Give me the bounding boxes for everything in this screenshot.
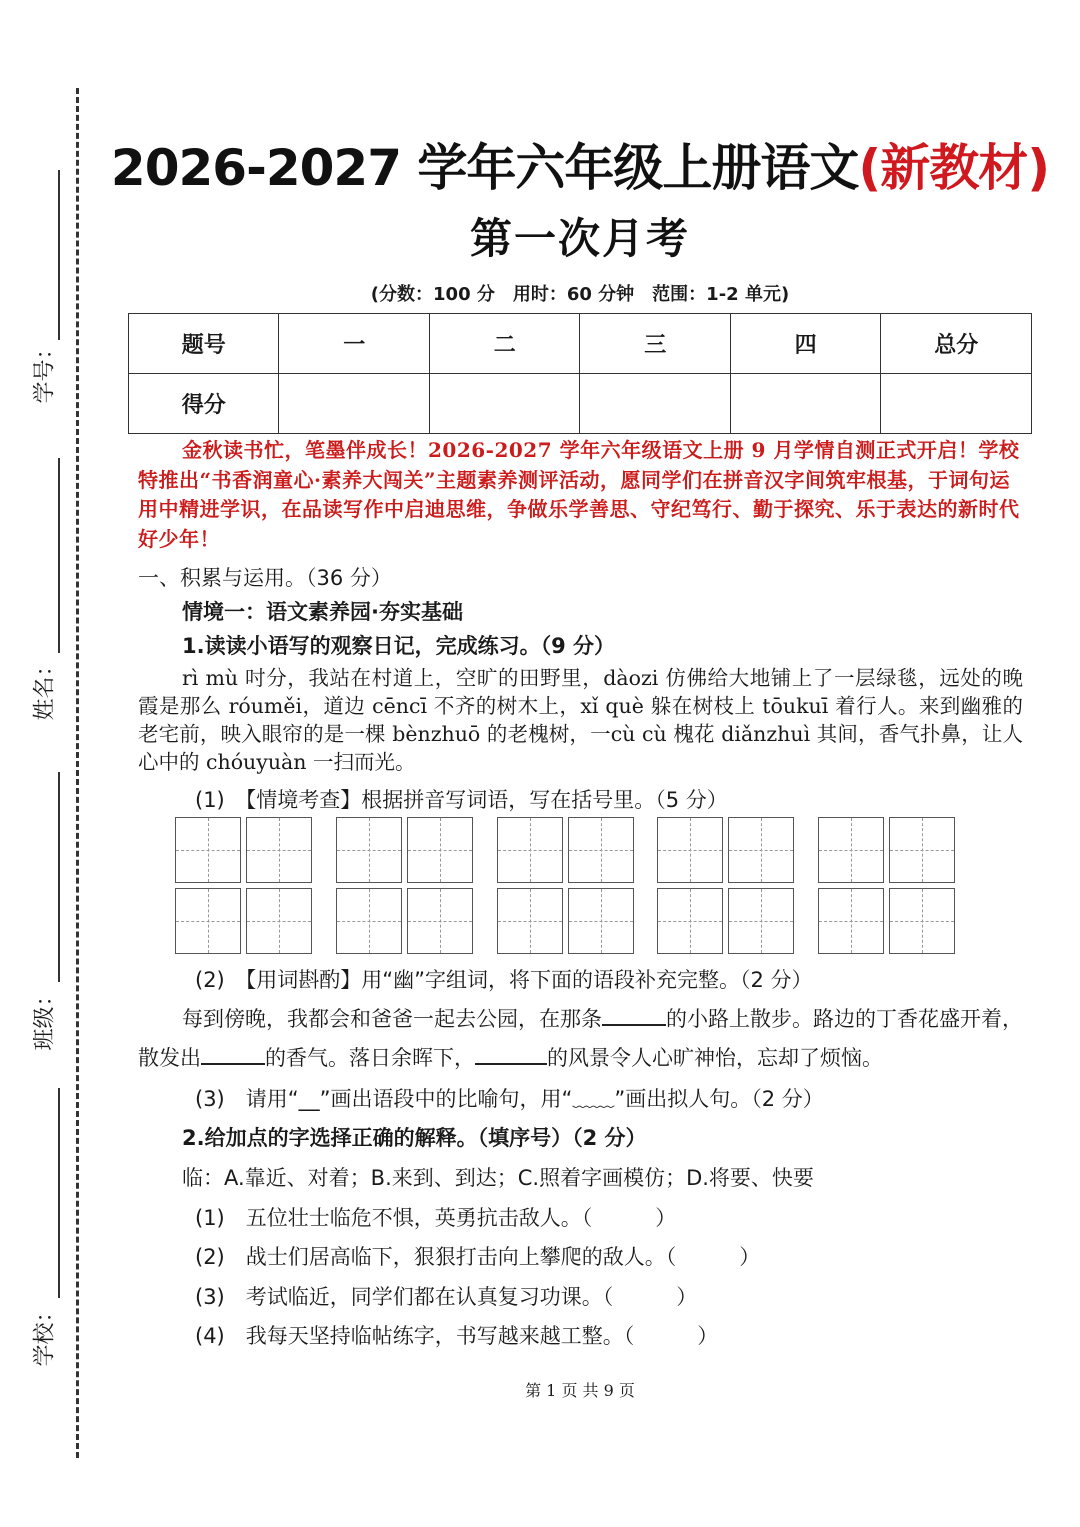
fill-text-d: 的风景令人心旷神怡，忘却了烦恼。 <box>547 1046 883 1070</box>
char-cell[interactable] <box>657 817 723 883</box>
school-line[interactable] <box>58 1088 60 1298</box>
char-cell[interactable] <box>889 888 955 954</box>
question-2-item: (3) 考试临近，同学们都在认真复习功课。（ ） <box>195 1285 698 1309</box>
score-input-cell[interactable] <box>580 374 730 434</box>
char-cell[interactable] <box>246 817 312 883</box>
score-table-score-row <box>129 374 1032 434</box>
char-cell[interactable] <box>407 817 473 883</box>
char-cell[interactable] <box>568 888 634 954</box>
char-cell[interactable] <box>889 817 955 883</box>
question-1-sub3: (3) 请用“__”画出语段中的比喻句，用“﹏﹏”画出拟人句。（2 分） <box>195 1087 824 1111</box>
student-no-label: 学号： <box>32 337 58 404</box>
fill-text-a: 每到傍晚，我都会和爸爸一起去公园，在那条 <box>182 1007 602 1031</box>
title-new-textbook: (新教材) <box>858 139 1050 197</box>
class-label: 班级： <box>32 984 58 1051</box>
question-2-item: (1) 五位壮士临危不惧，英勇抗击敌人。（ ） <box>195 1206 677 1230</box>
char-cell[interactable] <box>246 888 312 954</box>
char-cell[interactable] <box>175 888 241 954</box>
char-cell[interactable] <box>818 888 884 954</box>
char-cell[interactable] <box>728 817 794 883</box>
page-subtitle: 第一次月考 <box>469 214 690 263</box>
char-cell[interactable] <box>175 817 241 883</box>
char-cell[interactable] <box>336 888 402 954</box>
char-cell[interactable] <box>818 817 884 883</box>
score-input-cell[interactable] <box>429 374 579 434</box>
fill-text-c: 的香气。落日余晖下， <box>265 1046 475 1070</box>
char-cell[interactable] <box>497 817 563 883</box>
char-cell[interactable] <box>336 817 402 883</box>
page-number: 第 1 页 共 9 页 <box>525 1381 635 1400</box>
char-cell[interactable] <box>497 888 563 954</box>
score-table-header-row <box>129 314 1032 374</box>
score-header-cell: 二 <box>429 314 579 374</box>
char-cell[interactable] <box>407 888 473 954</box>
name-label: 姓名： <box>32 654 58 721</box>
question-2-item: (2) 战士们居高临下，狠狠打击向上攀爬的敌人。（ ） <box>195 1245 761 1269</box>
fill-text-b: 的小路上散步。路边的丁香花盛开着，散发出 <box>138 1007 1023 1070</box>
score-header-cell: 三 <box>580 314 730 374</box>
title-main: 2026-2027 学年六年级上册语文 <box>110 139 859 197</box>
score-input-cell[interactable] <box>730 374 880 434</box>
score-header-cell: 一 <box>279 314 429 374</box>
question-2-options: 临：A.靠近、对着；B.来到、到达；C.照着字画模仿；D.将要、快要 <box>182 1166 814 1190</box>
question-2-item: (4) 我每天坚持临帖练字，书写越来越工整。（ ） <box>195 1324 719 1348</box>
fill-blank-1[interactable] <box>602 1006 666 1026</box>
diary-passage: rì mù 吋分，我站在村道上，空旷的田野里，dàozi 仿佛给大地铺上了一层绿毯，远处的晚霞是那么 róuměi，道边 cēncī 不齐的树木上，xǐ què 躲在树枝上 tōukuī 着行人。来到幽雅的老宅前，映入眼帘的是一棵 bènzhuō 的老槐树，一cù cù 槐花 diǎnzhuì 其间，香气扑鼻，让人心中的 chóuyuàn 一扫而光。 <box>138 666 1023 774</box>
char-cell[interactable] <box>568 817 634 883</box>
question-1-sub2: (2) 【用词斟酌】用“幽”字组词，将下面的语段补充完整。（2 分） <box>195 968 813 992</box>
char-cell[interactable] <box>657 888 723 954</box>
score-input-cell[interactable] <box>279 374 429 434</box>
fill-blank-2[interactable] <box>201 1045 265 1065</box>
exam-meta: (分数：100 分 用时：60 分钟 范围：1-2 单元) <box>370 284 790 305</box>
question-2-title: 2.给加点的字选择正确的解释。（填序号）（2 分） <box>182 1126 647 1150</box>
question-1-title: 1.读读小语写的观察日记，完成练习。（9 分） <box>182 634 616 658</box>
name-line[interactable] <box>58 458 60 653</box>
score-header-cell: 总分 <box>881 314 1032 374</box>
score-row-label: 得分 <box>129 374 279 434</box>
context-heading: 情境一：语文素养园·夯实基础 <box>182 600 463 624</box>
score-table <box>128 313 1032 434</box>
question-1-sub1: (1) 【情境考查】根据拼音写词语，写在括号里。（5 分） <box>195 788 728 812</box>
score-header-cell: 四 <box>730 314 880 374</box>
school-label: 学校： <box>32 1300 58 1367</box>
section-heading: 一、积累与运用。（36 分） <box>138 566 392 590</box>
class-line[interactable] <box>58 772 60 982</box>
fill-blank-3[interactable] <box>475 1045 547 1065</box>
intro-text: 金秋读书忙，笔墨伴成长！2026-2027 学年六年级语文上册 9 月学情自测正式开启！学校特推出“书香润童心·素养大闯关”主题素养测评活动，愿同学们在拼音汉字间筑牢根基，于词句运用中精进学识，在品读写作中启迪思维，争做乐学善思、守纪笃行、勤于探究、乐于表达的新时代好少年！ <box>138 438 1020 551</box>
score-header-cell: 题号 <box>129 314 279 374</box>
char-cell[interactable] <box>728 888 794 954</box>
page-title <box>0 128 1080 200</box>
fill-in-paragraph <box>138 1000 1023 1078</box>
score-input-cell[interactable] <box>881 374 1032 434</box>
